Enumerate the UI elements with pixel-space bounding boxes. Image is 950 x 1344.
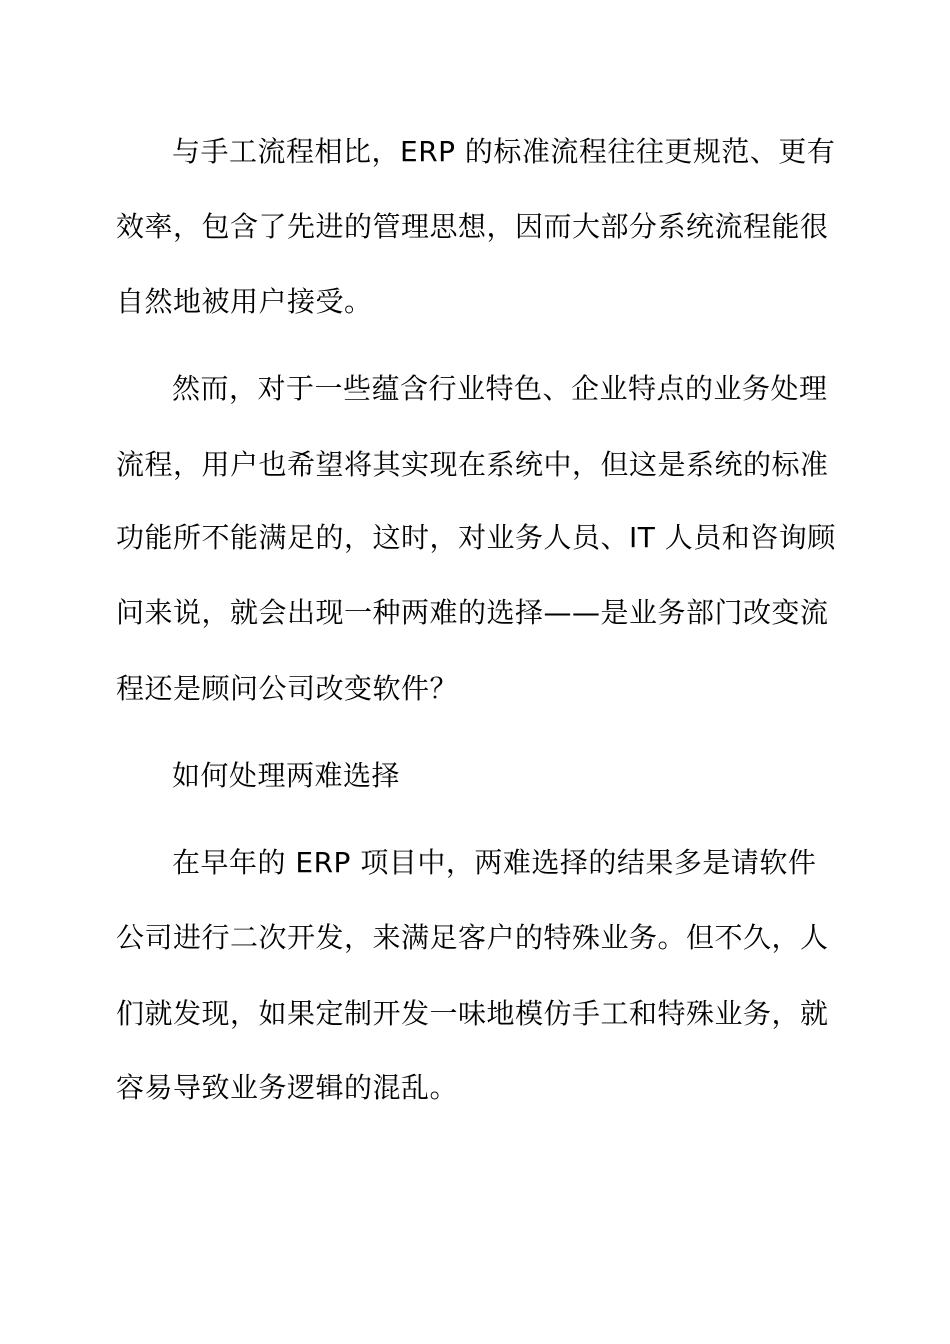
paragraph-line: 效率，包含了先进的管理思想，因而大部分系统流程能很 <box>116 210 829 243</box>
paragraph-line: 程还是顾问公司改变软件？ <box>116 672 459 705</box>
paragraph-line: 容易导致业务逻辑的混乱。 <box>116 1071 459 1104</box>
paragraph-line: 们就发现，如果定制开发一味地模仿手工和特殊业务，就 <box>116 997 829 1030</box>
paragraph-line: 与手工流程相比，ERP 的标准流程往往更规范、更有 <box>172 135 836 168</box>
section-heading-text: 如何处理两难选择 <box>172 759 401 792</box>
paragraph-line: 问来说，就会出现一种两难的选择——是业务部门改变流 <box>116 596 829 629</box>
paragraph-line: 功能所不能满足的，这时，对业务人员、IT 人员和咨询顾 <box>116 521 836 554</box>
paragraph-line: 在早年的 ERP 项目中，两难选择的结果多是请软件 <box>172 846 817 879</box>
paragraph-line: 自然地被用户接受。 <box>116 285 373 318</box>
paragraph-line: 公司进行二次开发，来满足客户的特殊业务。但不久，人 <box>116 921 829 954</box>
paragraph-line: 然而，对于一些蕴含行业特色、企业特点的业务处理 <box>172 372 828 405</box>
paragraph-line: 流程，用户也希望将其实现在系统中，但这是系统的标准 <box>116 448 829 481</box>
